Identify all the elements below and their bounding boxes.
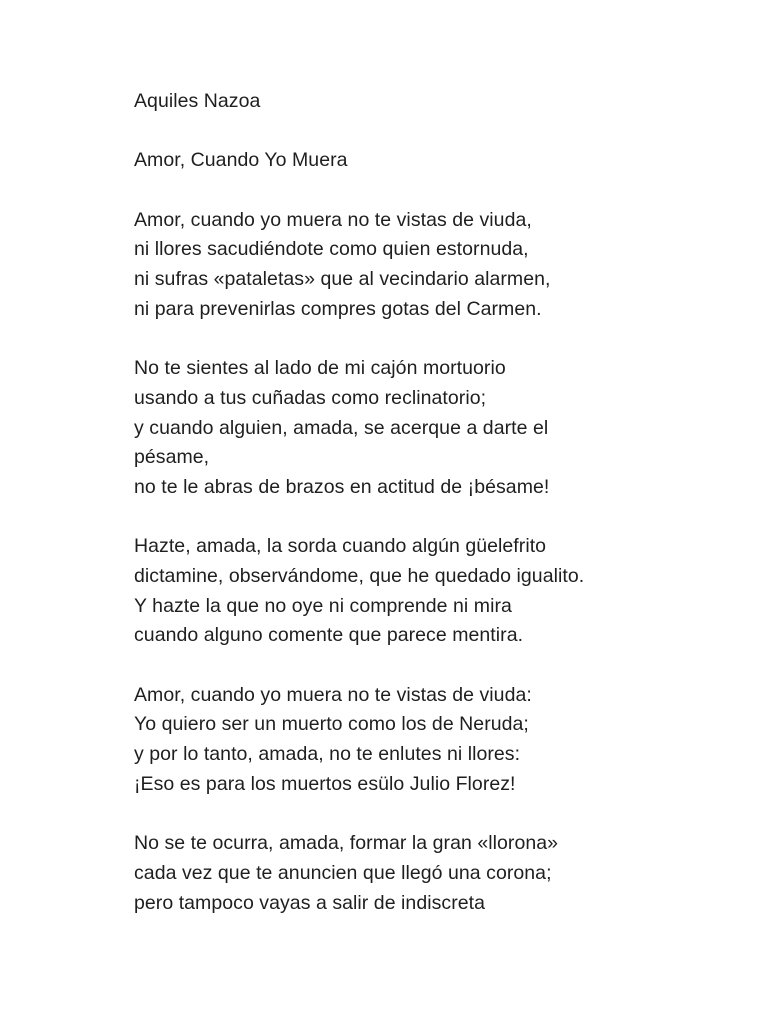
verse-line: no te le abras de brazos en actitud de ¡bésame! [134, 475, 550, 498]
verse-line: pero tampoco vayas a salir de indiscreta [134, 891, 486, 914]
verse-line: Hazte, amada, la sorda cuando algún güelefrito [134, 535, 547, 558]
poem-text [134, 87, 734, 918]
verse-line: ni llores sacudiéndote como quien estornuda, [134, 238, 529, 261]
verse-line: ni para prevenirlas compres gotas del Carmen. [134, 297, 542, 320]
verse-line: dictamine, observándome, que he quedado igualito. [134, 565, 585, 587]
verse-line: usando a tus cuñadas como reclinatorio; [134, 386, 487, 409]
blank-line [134, 651, 734, 681]
verse-line: y cuando alguien, amada, se acerque a darte el [134, 416, 549, 439]
stanza-4 [134, 681, 734, 800]
verse-line: No te sientes al lado de mi cajón mortuorio [134, 357, 506, 380]
verse-line: pésame, [134, 446, 210, 469]
verse-line: Amor, cuando yo muera no te vistas de viuda, [134, 208, 532, 231]
verse-line: ¡Eso es para los muertos esülo Julio Florez! [134, 772, 516, 795]
verse-line: No se te ocurra, amada, formar la gran «llorona» [134, 832, 559, 855]
verse-line: Y hazte la que no oye ni comprende ni mira [134, 594, 512, 617]
stanza-3 [134, 532, 734, 651]
poem-title: Amor, Cuando Yo Muera [134, 149, 348, 172]
blank-line [134, 117, 734, 147]
blank-line [134, 176, 734, 206]
verse-line: cada vez que te anuncien que llegó una corona; [134, 861, 552, 884]
stanza-2 [134, 354, 734, 502]
verse-line: ni sufras «pataletas» que al vecindario alarmen, [134, 268, 551, 291]
author-name: Aquiles Nazoa [134, 90, 261, 112]
stanza-1 [134, 206, 734, 325]
stanza-5 [134, 829, 734, 918]
blank-line [134, 503, 734, 533]
blank-line [134, 800, 734, 830]
verse-line: Yo quiero ser un muerto como los de Neruda; [134, 713, 529, 736]
verse-line: cuando alguno comente que parece mentira. [134, 624, 524, 647]
verse-line: Amor, cuando yo muera no te vistas de viuda: [134, 683, 532, 706]
verse-line: y por lo tanto, amada, no te enlutes ni llores: [134, 743, 521, 766]
blank-line [134, 325, 734, 355]
